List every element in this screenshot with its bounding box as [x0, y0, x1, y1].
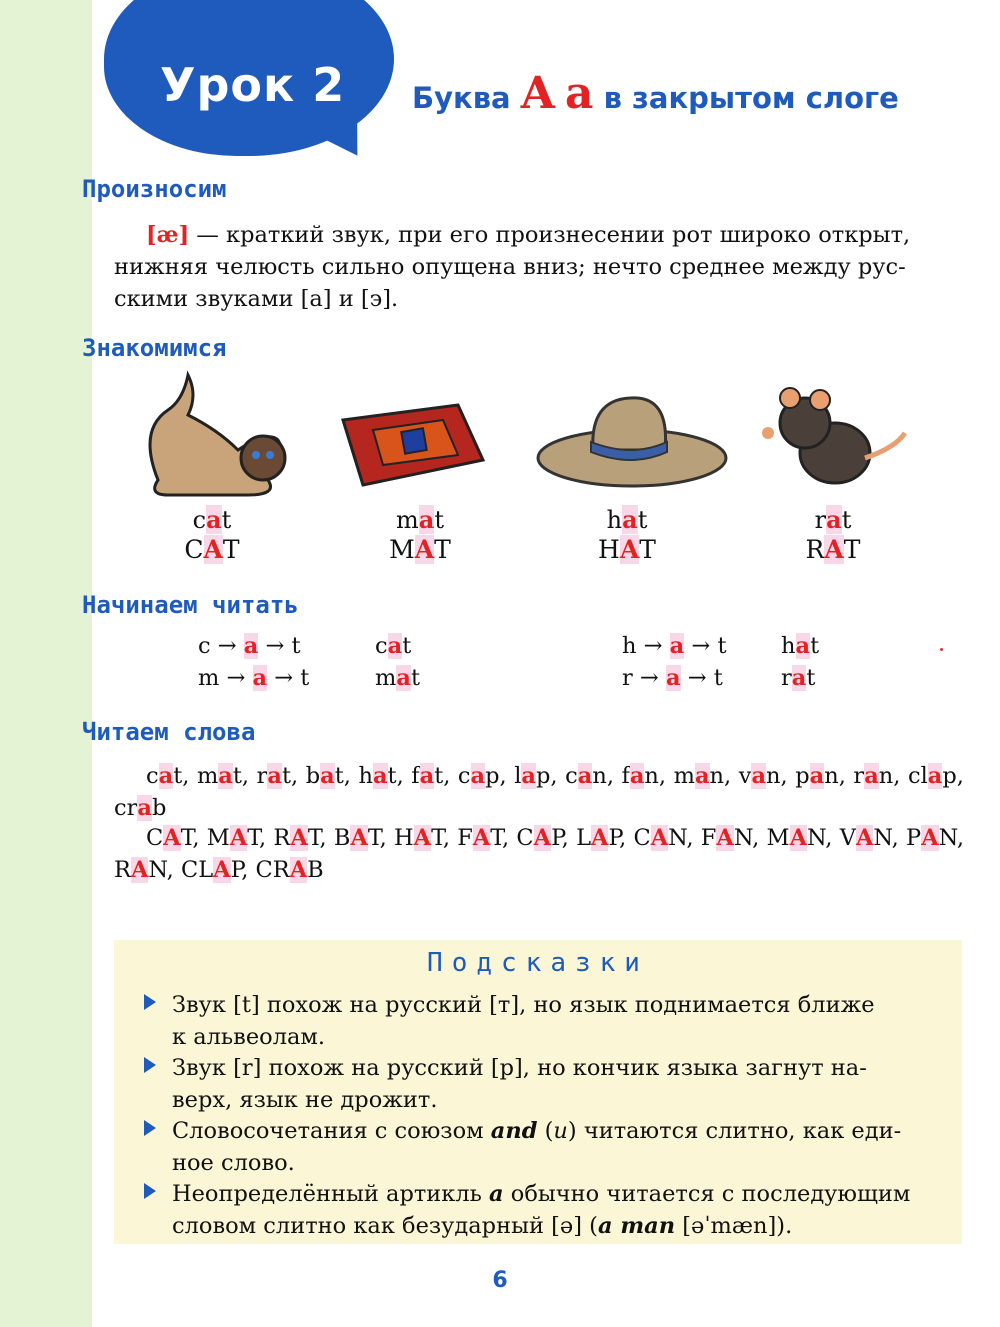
word-item: CAN: [633, 825, 687, 851]
meet-word-caps-2: MAT: [389, 535, 451, 564]
pronounce-line-3: скими звуками [а] и [э].: [114, 286, 399, 312]
word-item: bat: [305, 763, 344, 789]
word-item: crab: [114, 795, 167, 821]
bullet-icon: [144, 1183, 156, 1199]
bullet-icon: [144, 1057, 156, 1073]
word-item: CAP: [516, 825, 562, 851]
tip-4: Неопределённый артикль a обычно читается с последующим словом слитно как безударный [ə] (a man [əˈmæn]).: [172, 1179, 952, 1242]
hat-icon: [535, 390, 730, 490]
page-number: 6: [492, 1268, 508, 1293]
page-title: [412, 68, 899, 119]
tip-2: Звук [r] похож на русский [р], но кончик языка загнут на- верх, язык не дрожит.: [172, 1053, 952, 1116]
word-item: hat: [358, 763, 397, 789]
tip-3: Словосочетания с союзом and (и) читаются слитно, как еди- ное слово.: [172, 1116, 952, 1179]
lesson-number: Урок 2: [160, 58, 346, 112]
read-chain-2: m → a → t: [198, 665, 310, 691]
word-item: fan: [621, 763, 659, 789]
meet-word-caps-3: HAT: [598, 535, 656, 564]
word-item: CLAP: [180, 857, 242, 883]
word-item: VAN: [839, 825, 892, 851]
word-item: RAT: [273, 825, 320, 851]
pronounce-line-2: нижняя челюсть сильно опущена вниз; нечто среднее между рус-: [114, 254, 906, 280]
word-item: FAT: [457, 825, 502, 851]
meet-word-2: mat: [396, 505, 444, 534]
read-word-2: mat: [375, 665, 420, 691]
word-item: lap: [514, 763, 551, 789]
rat-icon: [760, 378, 910, 498]
word-item: van: [738, 763, 781, 789]
heading-pronounce: Произносим: [82, 175, 227, 203]
pronounce-line-1: [146, 219, 910, 251]
bullet-icon: [144, 994, 156, 1010]
word-item: LAP: [576, 825, 620, 851]
word-item: pan: [795, 763, 839, 789]
read-word-4: rat: [781, 665, 816, 691]
word-item: ran: [853, 763, 894, 789]
read-chain-4: r → a → t: [622, 665, 723, 691]
meet-word-1: cat: [192, 505, 232, 534]
word-item: cap: [457, 763, 500, 789]
word-item: mat: [196, 763, 242, 789]
word-item: HAT: [394, 825, 443, 851]
word-item: BAT: [333, 825, 380, 851]
tips-title: Подсказки: [427, 948, 649, 978]
word-item: clap: [907, 763, 957, 789]
word-item: rat: [256, 763, 292, 789]
pronounce-text-1: — краткий звук, при его произнесении рот широко открыт,: [189, 222, 911, 248]
tips-box: [114, 940, 962, 1244]
meet-word-caps-4: RAT: [805, 535, 861, 564]
word-item: CAT: [146, 825, 193, 851]
title-letter-upper: A: [520, 68, 555, 119]
word-item: PAN: [906, 825, 957, 851]
word-item: RAN: [114, 857, 167, 883]
word-item: MAT: [206, 825, 259, 851]
left-margin-strip: [0, 0, 92, 1327]
tip-1: Звук [t] похож на русский [т], но язык поднимается ближе к альвеолам.: [172, 990, 952, 1053]
title-prefix: Буква: [412, 81, 511, 115]
bullet-icon: [144, 1120, 156, 1136]
word-item: cat: [146, 763, 183, 789]
meet-word-4: rat: [814, 505, 852, 534]
read-word-3: hat: [781, 633, 820, 659]
word-item: fat: [411, 763, 444, 789]
title-suffix: в закрытом слоге: [603, 81, 899, 115]
mat-icon: [338, 400, 488, 490]
heading-meet: Знакомимся: [82, 334, 227, 362]
word-item: man: [673, 763, 725, 789]
phonetic-symbol: [æ]: [146, 222, 190, 248]
heading-read-words: Читаем слова: [82, 718, 256, 746]
heading-start-reading: Начинаем читать: [82, 591, 299, 619]
read-chain-1: c → a → t: [198, 633, 301, 659]
stray-dot: [940, 648, 943, 651]
read-word-1: cat: [375, 633, 412, 659]
meet-word-3: hat: [606, 505, 648, 534]
read-chain-3: h → a → t: [622, 633, 727, 659]
title-letter-lower: a: [564, 68, 594, 119]
meet-word-caps-1: CAT: [184, 535, 240, 564]
lowercase-word-list: cat, mat, rat, bat, hat, fat, cap, lap, can, fan, man, van, pan, ran, clap, crab: [114, 763, 964, 821]
word-item: FAN: [700, 825, 753, 851]
word-item: CRAB: [255, 857, 324, 883]
cat-icon: [128, 370, 298, 505]
word-item: can: [565, 763, 607, 789]
word-item: MAN: [766, 825, 826, 851]
uppercase-word-list: CAT, MAT, RAT, BAT, HAT, FAT, CAP, LAP, CAN, FAN, MAN, VAN, PAN, RAN, CLAP, CRAB: [114, 825, 965, 883]
